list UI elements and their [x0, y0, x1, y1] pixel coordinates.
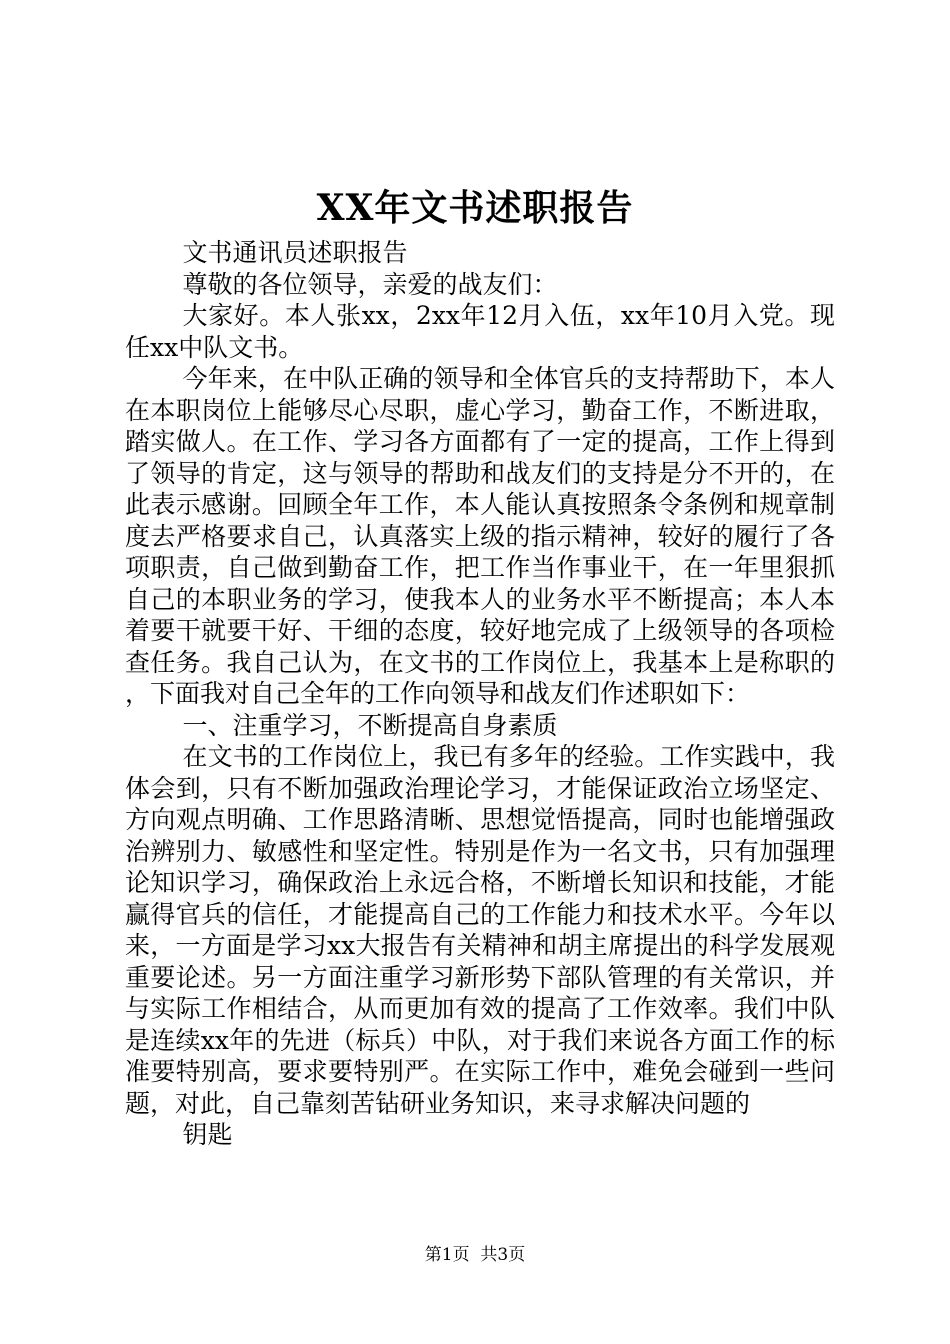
section-heading-1: 一、注重学习，不断提高自身素质: [182, 710, 558, 740]
document-title: XX年文书述职报告: [316, 187, 634, 229]
paragraph-overview: 今年来，在中队正确的领导和全体官兵的支持帮助下，本人在本职岗位上能够尽心尽职，虚心学习，勤奋工作，不断进取，踏实做人。在工作、学习各方面都有了一定的提高，工作上得到了领导的肯定，这与领导的帮助和战友们的支持是分不开的，在此表示感谢。回顾全年工作，本人能认真按照条令条例和规章制度去严格要求自己，认真落实上级的指示精神，较好的履行了各项职责，自己做到勤奋工作，把工作当作事业干，在一年里狠抓自己的本职业务的学习，使我本人的业务水平不断提高；本人本着要干就要干好、干细的态度，较好地完成了上级领导的各项检查任务。我自己认为，在文书的工作岗位上，我基本上是称职的，下面我对自己全年的工作向领导和战友们作述职如下：: [125, 364, 835, 708]
paragraph-section-1: 在文书的工作岗位上，我已有多年的经验。工作实践中，我体会到，只有不断加强政治理论学习，才能保证政治立场坚定、方向观点明确、工作思路清晰、思想觉悟提高，同时也能增强政治辨别力、敏感性和坚定性。特别是作为一名文书，只有加强理论知识学习，确保政治上永远合格，不断增长知识和技能，才能赢得官兵的信任，才能提高自己的工作能力和技术水平。今年以来，一方面是学习xx大报告有关精神和胡主席提出的科学发展观重要论述。另一方面注重学习新形势下部队管理的有关常识，并与实际工作相结合，从而更加有效的提高了工作效率。我们中队是连续xx年的先进（标兵）中队，对于我们来说各方面工作的标准要特别高，要求要特别严。在实际工作中，难免会碰到一些问题，对此，自己靠刻苦钻研业务知识，来寻求解决问题的: [125, 742, 835, 1118]
paragraph-continuation: 钥匙: [182, 1120, 233, 1149]
paragraph-introduction: 大家好。本人张xx，2xx年12月入伍，xx年10月入党。现任xx中队文书。: [125, 301, 835, 362]
paragraph-subtitle: 文书通讯员述职报告: [182, 238, 408, 267]
document-body: [125, 237, 835, 1151]
page-footer: [0, 1243, 950, 1267]
page-number: 第1页 共3页: [424, 1245, 526, 1265]
paragraph-salutation: 尊敬的各位领导，亲爱的战友们：: [182, 269, 558, 299]
